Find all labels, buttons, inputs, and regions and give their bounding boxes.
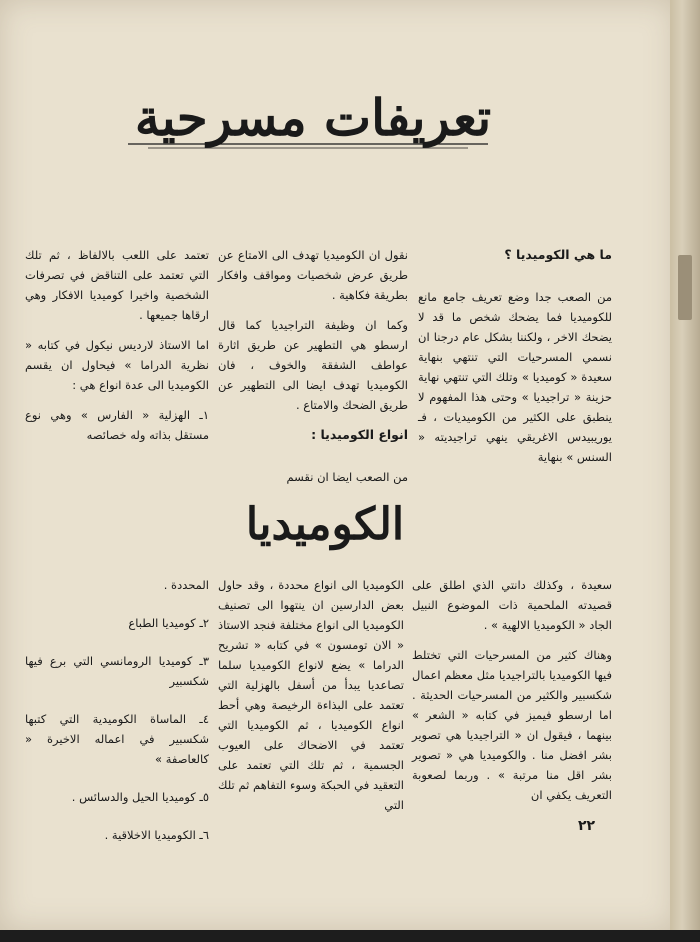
top-column-right (418, 245, 612, 477)
subhead-what-is-comedy: ما هي الكوميديا ؟ (504, 247, 612, 262)
scan-bottom-edge (0, 930, 700, 942)
paragraph: من الصعب جدا وضع تعريف جامع مانع للكوميديا فما يضحك شخص ما قد لا يضحك الاخر ، ولكننا بشكل عام درجنا ان نسمي المسرحيات التي تنتهي بنهاية سعيدة « كوميديا » وتلك التي تنتهي نهاية حزينة « تراجيديا » وحتى هذا المفهوم لا ينطبق على الكثير من الكوميديات ، فـ يوريبيدس الاغريقي ينهي تراجيديته « السنس » بنهاية (418, 290, 612, 464)
paragraph: وهناك كثير من المسرحيات التي تختلط فيها الكوميديا بالتراجيديا مثل معظم اعمال شكسبير والكثير من المسرحيات الحديثة . اما ارسطو فيميز في كتابه « الشعر » بينهما ، فيقول ان « التراجيديا هي تصوير بشر افضل منا . والكوميديا هي « تصوير بشر اقل منا مرتبة » . وربما لصعوبة التعريف يكفي ان (412, 648, 612, 802)
paragraph: اما الاستاذ لارديس نيكول في كتابه « نظرية الدراما » فيحاول ان يقسم الكوميديا الى عدة انواع هي : (25, 338, 209, 392)
list-item: ٦ـ الكوميديا الاخلاقية . (104, 828, 209, 842)
list-item: ٤ـ الماساة الكوميدية التي كتبها شكسبير في اعماله الاخيرة « كالعاصفة » (25, 712, 209, 766)
list-item: ٥ـ كوميديا الحيل والدسائس . (71, 790, 209, 804)
bottom-column-left (25, 575, 209, 863)
list-item: المحددة . (163, 578, 209, 592)
paragraph: ١ـ الهزلية « الفارس » وهي نوع مستقل بذاته وله خصائصه (25, 408, 209, 442)
top-column-middle (218, 245, 408, 497)
paragraph: من الصعب ايضا ان نقسم (286, 470, 408, 484)
paragraph: وكما ان وظيفة التراجيديا كما قال ارسطو هي التطهير عن طريق اثارة عواطف الشفقة والخوف ، فان الكوميديا تهدف ايضا الى التطهير عن طريق الضحك والامتاع . (218, 318, 408, 412)
list-item: ٢ـ كوميديا الطباع (128, 616, 209, 630)
book-spine (670, 0, 700, 942)
top-column-left (25, 245, 209, 455)
paragraph: تعتمد على اللعب بالالفاظ ، ثم تلك التي تعتمد على التناقض في تصرفات الشخصية واخيرا كوميديا الافكار وهي ارقاها جميعها . (25, 248, 209, 322)
article-header-title: تعريفات مسرحية (134, 88, 492, 147)
page-number: ٢٢ (578, 818, 596, 834)
subhead-comedy-types: انواع الكوميديا : (311, 427, 408, 442)
header-decorative-rule (128, 140, 488, 152)
paragraph: نقول ان الكوميديا تهدف الى الامتاع عن طريق عرض شخصيات ومواقف وافكار بطريقة فكاهية . (218, 248, 408, 302)
paragraph: سعيدة ، وكذلك دانتي الذي اطلق على قصيدته الملحمية ذات الموضوع النبيل الجاد « الكوميديا الالهية » . (412, 578, 612, 632)
bottom-column-middle (218, 575, 404, 825)
paragraph: الكوميديا الى انواع محددة ، وقد حاول بعض الدارسين ان ينتهوا الى تصنيف الكوميديا الى انواع مختلفة فنجد الاستاذ « الان تومسون » في كتابه « تشريح الدراما » يضع لانواع الكوميديا سلما تصاعديا يبدأ من أسفل بالهزلية التي تعتمد على البذاءة الرخيصة وهي أحط انواع الكوميديا ، ثم الكوميديا التي تعتمد في الاضحاك على العيوب الجسمية ، ثم تلك التي تعتمد على التعقيد في الحبكة وسوء التفاهم ثم تلك التي (218, 578, 404, 812)
binding-tab (678, 255, 692, 320)
list-item: ٣ـ كوميديا الرومانسي التي برع فيها شكسبير (25, 654, 209, 688)
section-title-comedy: الكوميديا (245, 499, 405, 550)
bottom-column-right (412, 575, 612, 815)
